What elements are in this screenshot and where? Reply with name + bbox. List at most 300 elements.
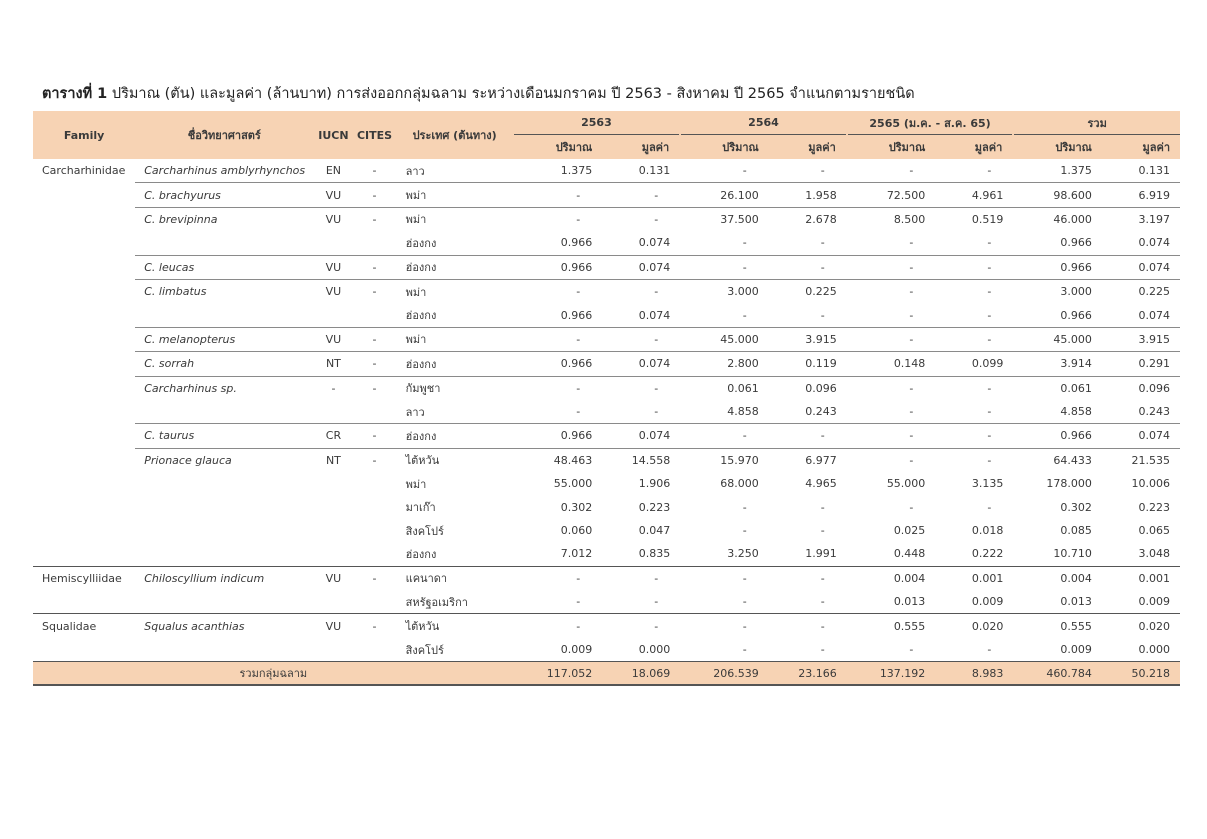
quantity-cell: - [514, 207, 603, 231]
cites-cell [353, 303, 395, 327]
scientific-name-cell: Carcharhinus amblyrhynchos [144, 164, 306, 178]
iucn-cell: - [313, 376, 353, 400]
scientific-name-cell: C. leucas [135, 255, 313, 279]
iucn-cell: NT [313, 352, 353, 376]
table-row [33, 376, 1180, 400]
quantity-cell: 0.966 [514, 255, 603, 279]
iucn-cell [313, 400, 353, 424]
value-cell: 10.006 [1131, 477, 1170, 491]
quantity-cell: 0.009 [560, 643, 593, 656]
family-cell [33, 327, 135, 351]
value-cell: - [602, 614, 680, 638]
table-row [33, 495, 1180, 518]
iucn-cell: VU [313, 279, 353, 303]
value-cell: 4.961 [935, 183, 1013, 207]
quantity-cell: - [847, 255, 936, 279]
quantity-cell: 0.061 [680, 376, 769, 400]
cites-cell [353, 590, 395, 614]
scientific-name-cell [135, 303, 313, 327]
value-cell: 0.000 [638, 643, 671, 656]
value-cell: - [769, 614, 847, 638]
value-cell: 0.243 [805, 405, 837, 419]
iucn-cell: VU [313, 183, 353, 207]
country-cell: ฮ่องกง [405, 547, 437, 561]
quantity-cell: - [742, 595, 747, 609]
quantity-cell: 2.800 [680, 352, 769, 376]
value-cell: - [987, 643, 992, 656]
quantity-cell: 26.100 [680, 183, 769, 207]
value-cell: 0.131 [1138, 164, 1170, 178]
value-cell: - [654, 595, 659, 609]
table-header [33, 111, 1180, 159]
quantity-cell: - [909, 164, 914, 178]
scientific-name-cell [135, 519, 313, 542]
quantity-cell: 0.061 [1013, 376, 1102, 400]
header-quantity: ปริมาณ [680, 135, 769, 160]
header-value: มูลค่า [808, 141, 836, 154]
country-cell: พม่า [396, 327, 514, 351]
family-cell [33, 352, 135, 376]
value-cell: 0.047 [638, 524, 671, 538]
quantity-cell: 37.500 [680, 207, 769, 231]
iucn-cell: VU [313, 207, 353, 231]
quantity-cell: 0.302 [560, 500, 593, 514]
value-cell: 0.222 [971, 547, 1004, 561]
table-row [33, 519, 1180, 542]
value-cell: - [602, 279, 680, 303]
value-cell: - [654, 405, 659, 419]
value-cell: 1.991 [805, 547, 837, 561]
value-cell: 1.958 [769, 183, 847, 207]
quantity-cell: - [742, 643, 747, 656]
value-cell: - [769, 255, 847, 279]
country-cell: ฮ่องกง [396, 424, 514, 448]
value-cell: 0.074 [1102, 424, 1180, 448]
scientific-name-cell: C. brevipinna [135, 207, 313, 231]
value-cell: 0.074 [638, 236, 671, 250]
table-row [33, 472, 1180, 495]
quantity-cell: 3.000 [1013, 279, 1102, 303]
value-cell: - [602, 327, 680, 351]
quantity-cell: 0.302 [1060, 500, 1092, 514]
header-family: Family [63, 128, 105, 142]
quantity-cell: - [847, 448, 936, 472]
value-cell: 14.558 [602, 448, 680, 472]
value-cell: 0.223 [638, 500, 671, 514]
value-cell: 0.096 [769, 376, 847, 400]
header-year-2565: 2565 (ม.ค. - ส.ค. 65) [847, 111, 1014, 135]
scientific-name-cell [135, 638, 313, 662]
value-cell: 0.074 [602, 352, 680, 376]
table-row [33, 159, 1180, 183]
quantity-cell: 64.433 [1013, 448, 1102, 472]
quantity-cell: 0.966 [1060, 308, 1092, 322]
quantity-cell: 0.555 [847, 614, 936, 638]
quantity-cell: 0.009 [1060, 643, 1092, 656]
value-cell: 3.915 [769, 327, 847, 351]
country-cell: ฮ่องกง [396, 352, 514, 376]
quantity-cell: - [909, 236, 914, 250]
country-cell: พม่า [396, 183, 514, 207]
country-cell: แคนาดา [396, 566, 514, 590]
iucn-cell: VU [313, 614, 353, 638]
value-cell: 0.074 [1102, 255, 1180, 279]
value-cell: 3.048 [1138, 547, 1170, 561]
cites-cell [353, 400, 395, 424]
country-cell: สิงคโปร์ [405, 643, 444, 657]
quantity-cell: 0.555 [1013, 614, 1102, 638]
iucn-cell [313, 519, 353, 542]
value-cell: 3.915 [1102, 327, 1180, 351]
country-cell: สิงคโปร์ [405, 524, 444, 538]
table-row [33, 352, 1180, 376]
header-cites: CITES [356, 128, 393, 142]
quantity-cell: 0.013 [893, 595, 926, 609]
table-row [33, 303, 1180, 327]
value-cell: 0.074 [1138, 308, 1170, 322]
scientific-name-cell [135, 400, 313, 424]
iucn-cell: CR [313, 424, 353, 448]
value-cell: - [602, 566, 680, 590]
family-cell [33, 448, 135, 472]
value-cell: - [935, 327, 1013, 351]
family-cell [33, 255, 135, 279]
quantity-cell: - [847, 327, 936, 351]
iucn-cell [313, 638, 353, 662]
table-body [33, 159, 1180, 685]
value-cell: 0.519 [935, 207, 1013, 231]
table-row [33, 207, 1180, 231]
quantity-cell: - [680, 566, 769, 590]
quantity-cell: 68.000 [720, 477, 759, 491]
table-row [33, 183, 1180, 207]
family-cell: Carcharhinidae [42, 164, 126, 178]
family-cell: Squalidae [33, 614, 135, 638]
country-cell: ฮ่องกง [405, 236, 437, 250]
scientific-name-cell: C. limbatus [135, 279, 313, 303]
table-caption [42, 82, 1180, 105]
quantity-cell: 4.858 [727, 405, 759, 419]
iucn-cell: VU [313, 566, 353, 590]
quantity-cell: - [847, 279, 936, 303]
document-page [33, 82, 1180, 686]
header-value: มูลค่า [1142, 141, 1170, 154]
cites-cell: - [353, 183, 395, 207]
iucn-cell: NT [313, 448, 353, 472]
table-row [33, 327, 1180, 351]
total-value-cell: 18.069 [602, 662, 680, 686]
value-cell: 3.135 [971, 477, 1004, 491]
family-cell [33, 638, 135, 662]
quantity-cell: 0.060 [560, 524, 593, 538]
family-cell [33, 183, 135, 207]
quantity-cell: 46.000 [1013, 207, 1102, 231]
total-quantity-cell: 460.784 [1013, 662, 1102, 686]
country-cell: มาเก๊า [405, 501, 436, 515]
header-year-2564: 2564 [680, 111, 847, 135]
quantity-cell: 0.966 [1013, 255, 1102, 279]
quantity-cell: - [742, 524, 747, 538]
scientific-name-cell [135, 472, 313, 495]
scientific-name-cell: C. brachyurus [135, 183, 313, 207]
cites-cell: - [353, 614, 395, 638]
scientific-name-cell [135, 590, 313, 614]
value-cell: - [987, 500, 992, 514]
cites-cell: - [353, 448, 395, 472]
quantity-cell: - [742, 164, 747, 178]
value-cell: - [820, 236, 825, 250]
value-cell: - [769, 566, 847, 590]
family-cell [33, 495, 135, 518]
quantity-cell: - [680, 424, 769, 448]
quantity-cell: 0.025 [893, 524, 926, 538]
value-cell: 0.223 [1138, 500, 1170, 514]
cites-cell [353, 638, 395, 662]
value-cell: 0.096 [1102, 376, 1180, 400]
quantity-cell: - [680, 255, 769, 279]
family-cell [33, 400, 135, 424]
total-label: รวมกลุ่มฉลาม [33, 662, 514, 686]
table-row [33, 255, 1180, 279]
quantity-cell: 0.013 [1060, 595, 1092, 609]
scientific-name-cell: Prionace glauca [135, 448, 313, 472]
quantity-cell: - [909, 643, 914, 656]
value-cell: - [820, 643, 825, 656]
country-cell: ฮ่องกง [405, 309, 437, 323]
caption-text: ปริมาณ (ตัน) และมูลค่า (ล้านบาท) การส่งออกกลุ่มฉลาม ระหว่างเดือนมกราคม ปี 2563 - สิงหาคม ปี 2565 จำแนกตามรายชนิด [111, 86, 915, 102]
scientific-name-cell [135, 231, 313, 255]
cites-cell: - [372, 164, 377, 178]
scientific-name-cell: C. melanopterus [135, 327, 313, 351]
family-cell: Hemiscylliidae [33, 566, 135, 590]
table-row [33, 614, 1180, 638]
iucn-cell: EN [325, 164, 342, 178]
country-cell: ไต้หวัน [396, 614, 514, 638]
quantity-cell: - [909, 500, 914, 514]
family-cell [33, 519, 135, 542]
family-cell [33, 376, 135, 400]
cites-cell: - [353, 424, 395, 448]
family-cell [33, 590, 135, 614]
quantity-cell: - [742, 308, 747, 322]
quantity-cell: - [576, 405, 581, 419]
value-cell: 0.009 [971, 595, 1004, 609]
cites-cell [353, 542, 395, 566]
value-cell: - [987, 236, 992, 250]
cites-cell [353, 519, 395, 542]
value-cell: 0.835 [638, 547, 671, 561]
cites-cell: - [353, 376, 395, 400]
table-row [33, 400, 1180, 424]
header-total: รวม [1013, 111, 1180, 135]
family-cell [33, 424, 135, 448]
quantity-cell: 55.000 [553, 477, 593, 491]
header-quantity: ปริมาณ [847, 135, 936, 160]
quantity-cell: 0.148 [847, 352, 936, 376]
quantity-cell: - [742, 236, 747, 250]
table-row [33, 542, 1180, 566]
header-quantity: ปริมาณ [555, 141, 593, 154]
value-cell: 0.225 [769, 279, 847, 303]
table-row [33, 638, 1180, 662]
family-cell [33, 231, 135, 255]
cites-cell [353, 231, 395, 255]
quantity-cell: 0.966 [560, 308, 593, 322]
iucn-cell [313, 303, 353, 327]
quantity-cell: - [847, 376, 936, 400]
value-cell: - [987, 405, 992, 419]
country-cell: พม่า [396, 207, 514, 231]
iucn-cell [313, 472, 353, 495]
header-value: มูลค่า [974, 141, 1003, 154]
caption-label: ตารางที่ 1 [42, 86, 108, 102]
quantity-cell: - [576, 595, 581, 609]
table-row [33, 231, 1180, 255]
country-cell: สหรัฐอเมริกา [405, 595, 468, 609]
value-cell: - [935, 448, 1013, 472]
value-cell: - [935, 424, 1013, 448]
header-scientific-name: ชื่อวิทยาศาสตร์ [187, 129, 261, 142]
value-cell: 21.535 [1102, 448, 1180, 472]
quantity-cell: - [909, 308, 914, 322]
value-cell: - [769, 424, 847, 448]
quantity-cell: 45.000 [1013, 327, 1102, 351]
value-cell: - [987, 164, 992, 178]
value-cell: - [935, 279, 1013, 303]
family-cell [33, 472, 135, 495]
quantity-cell: - [909, 405, 914, 419]
value-cell: 0.074 [602, 424, 680, 448]
value-cell: 0.020 [1102, 614, 1180, 638]
table-row [33, 424, 1180, 448]
value-cell: 0.099 [935, 352, 1013, 376]
cites-cell: - [353, 327, 395, 351]
quantity-cell: 15.970 [680, 448, 769, 472]
quantity-cell: 0.448 [893, 547, 926, 561]
iucn-cell: VU [313, 327, 353, 351]
cites-cell: - [353, 207, 395, 231]
iucn-cell: VU [313, 255, 353, 279]
quantity-cell: 98.600 [1013, 183, 1102, 207]
quantity-cell: 72.500 [847, 183, 936, 207]
header-quantity: ปริมาณ [1013, 135, 1102, 160]
header-value: มูลค่า [641, 141, 670, 154]
quantity-cell: - [514, 183, 603, 207]
scientific-name-cell: C. taurus [135, 424, 313, 448]
value-cell: 3.197 [1102, 207, 1180, 231]
value-cell: 0.119 [769, 352, 847, 376]
quantity-cell: - [514, 376, 603, 400]
value-cell: 0.074 [638, 308, 671, 322]
value-cell: 0.065 [1138, 524, 1170, 538]
header-year-2563: 2563 [514, 111, 681, 135]
value-cell: 2.678 [769, 207, 847, 231]
total-quantity-cell: 137.192 [847, 662, 936, 686]
quantity-cell: 0.966 [514, 352, 603, 376]
total-value-cell: 50.218 [1102, 662, 1180, 686]
value-cell: 0.243 [1138, 405, 1170, 419]
value-cell: - [820, 595, 825, 609]
quantity-cell: 4.858 [1060, 405, 1092, 419]
value-cell: 6.977 [769, 448, 847, 472]
family-cell [33, 542, 135, 566]
iucn-cell [313, 590, 353, 614]
table-row [33, 566, 1180, 590]
quantity-cell: 178.000 [1046, 477, 1092, 491]
value-cell: 0.020 [935, 614, 1013, 638]
value-cell: - [602, 376, 680, 400]
iucn-cell [313, 231, 353, 255]
value-cell: 0.001 [935, 566, 1013, 590]
cites-cell: - [353, 279, 395, 303]
table-row [33, 448, 1180, 472]
value-cell: - [820, 308, 825, 322]
table-row [33, 590, 1180, 614]
header-iucn: IUCN [318, 128, 349, 142]
quantity-cell: 0.004 [1013, 566, 1102, 590]
country-cell: ไต้หวัน [396, 448, 514, 472]
quantity-cell: - [514, 614, 603, 638]
total-value-cell: 8.983 [935, 662, 1013, 686]
header-country: ประเทศ (ต้นทาง) [412, 129, 497, 142]
scientific-name-cell: C. sorrah [135, 352, 313, 376]
country-cell: พม่า [405, 477, 427, 491]
scientific-name-cell: Squalus acanthias [135, 614, 313, 638]
country-cell: ลาว [405, 164, 425, 178]
quantity-cell: - [847, 424, 936, 448]
value-cell: 0.001 [1102, 566, 1180, 590]
total-quantity-cell: 206.539 [680, 662, 769, 686]
quantity-cell: - [514, 327, 603, 351]
cites-cell [353, 472, 395, 495]
value-cell: 0.000 [1138, 643, 1170, 656]
value-cell: - [935, 376, 1013, 400]
scientific-name-cell [135, 542, 313, 566]
quantity-cell: 1.375 [1060, 164, 1092, 178]
quantity-cell: - [514, 279, 603, 303]
quantity-cell: 0.085 [1060, 524, 1092, 538]
value-cell: 4.965 [805, 477, 837, 491]
quantity-cell: 7.012 [560, 547, 593, 561]
quantity-cell: 55.000 [886, 477, 926, 491]
quantity-cell: 0.966 [1013, 424, 1102, 448]
value-cell: 6.919 [1102, 183, 1180, 207]
value-cell: 0.074 [1138, 236, 1170, 250]
quantity-cell: 10.710 [1053, 547, 1092, 561]
quantity-cell: 48.463 [514, 448, 603, 472]
value-cell: 0.225 [1102, 279, 1180, 303]
quantity-cell: 45.000 [680, 327, 769, 351]
quantity-cell: 8.500 [847, 207, 936, 231]
quantity-cell: 0.966 [514, 424, 603, 448]
shark-export-table [33, 111, 1180, 686]
total-row [33, 662, 1180, 686]
country-cell: พม่า [396, 279, 514, 303]
country-cell: กัมพูชา [396, 376, 514, 400]
quantity-cell: - [514, 566, 603, 590]
value-cell: - [820, 164, 825, 178]
quantity-cell: 3.914 [1013, 352, 1102, 376]
cites-cell: - [353, 255, 395, 279]
value-cell: 0.018 [971, 524, 1004, 538]
value-cell: 0.009 [1138, 595, 1170, 609]
cites-cell: - [353, 566, 395, 590]
quantity-cell: 3.250 [727, 547, 759, 561]
scientific-name-cell [135, 495, 313, 518]
value-cell: - [602, 183, 680, 207]
cites-cell [353, 495, 395, 518]
family-cell [33, 303, 135, 327]
